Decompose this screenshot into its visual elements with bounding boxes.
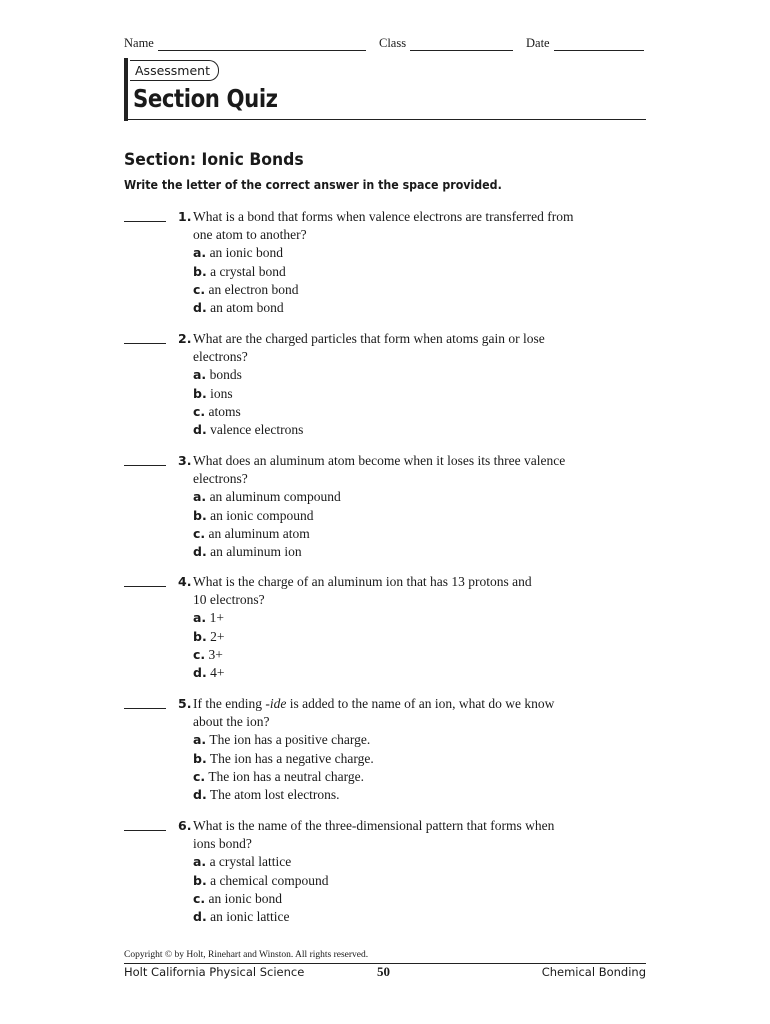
name-blank[interactable]	[158, 37, 366, 51]
option-letter: c.	[193, 525, 206, 541]
option-text: valence electrons	[210, 421, 304, 437]
section-title: Section: Ionic Bonds	[124, 150, 304, 170]
title-accent-bar	[124, 58, 128, 121]
question-text-italic: -ide	[265, 696, 287, 711]
option-letter: d.	[193, 543, 207, 559]
question-text	[193, 452, 648, 488]
option-d	[193, 299, 299, 317]
question-text-segment: If the ending	[193, 696, 266, 711]
option-d	[193, 908, 329, 926]
option-text: an ionic compound	[210, 507, 314, 523]
assessment-tab: Assessment	[130, 60, 219, 81]
option-d	[193, 421, 303, 439]
question-text-segment: is added to the name of an ion, what do we know	[286, 696, 555, 711]
question-number: 4.	[178, 574, 192, 589]
option-text: an aluminum compound	[209, 489, 341, 505]
question-text	[193, 573, 648, 609]
instructions: Write the letter of the correct answer in the space provided.	[124, 178, 502, 192]
question-text-line: ions bond?	[193, 836, 252, 852]
option-text: The ion has a negative charge.	[209, 750, 374, 766]
option-letter: a.	[193, 489, 207, 505]
option-text: ions	[210, 385, 233, 401]
answer-options	[193, 853, 329, 926]
option-letter: c.	[193, 890, 206, 906]
option-letter: d.	[193, 786, 207, 802]
option-a	[193, 244, 299, 262]
question-text-line: about the ion?	[193, 714, 270, 730]
option-text: 3+	[208, 646, 223, 662]
date-label: Date	[526, 36, 550, 50]
answer-options	[193, 488, 341, 561]
question-text	[193, 330, 648, 366]
option-text: an aluminum ion	[210, 543, 302, 559]
option-letter: d.	[193, 299, 207, 315]
answer-blank[interactable]	[124, 830, 166, 831]
option-text: 1+	[209, 610, 224, 626]
copyright-notice: Copyright © by Holt, Rinehart and Winston. All rights reserved.	[124, 950, 369, 960]
book-title: Holt California Physical Science	[124, 965, 305, 979]
option-letter: a.	[193, 854, 207, 870]
option-b	[193, 507, 341, 525]
date-field[interactable]	[526, 36, 644, 51]
option-d	[193, 786, 374, 804]
option-letter: b.	[193, 507, 207, 523]
option-text: a crystal bond	[210, 263, 286, 279]
option-d	[193, 664, 224, 682]
option-letter: d.	[193, 664, 207, 680]
option-letter: b.	[193, 263, 207, 279]
option-letter: a.	[193, 367, 207, 383]
option-c	[193, 525, 341, 543]
answer-options	[193, 366, 303, 439]
option-letter: c.	[193, 281, 206, 297]
option-text: an ionic bond	[209, 245, 284, 261]
option-c	[193, 281, 299, 299]
question-number: 6.	[178, 818, 192, 833]
option-letter: b.	[193, 750, 207, 766]
answer-options	[193, 731, 374, 804]
question-number: 2.	[178, 331, 192, 346]
answer-options	[193, 244, 299, 317]
option-c	[193, 403, 303, 421]
option-text: an ionic lattice	[210, 908, 290, 924]
question-text-line: What is a bond that forms when valence electrons are transferred from	[193, 209, 574, 224]
answer-blank[interactable]	[124, 343, 166, 344]
answer-options	[193, 609, 224, 682]
page-footer	[124, 965, 646, 981]
option-letter: b.	[193, 385, 207, 401]
answer-blank[interactable]	[124, 465, 166, 466]
option-text: an aluminum atom	[208, 525, 310, 541]
option-text: an ionic bond	[208, 890, 283, 906]
option-text: a chemical compound	[210, 872, 329, 888]
question-text	[193, 695, 648, 731]
option-b	[193, 385, 303, 403]
option-text: bonds	[209, 367, 242, 383]
title-divider	[124, 119, 646, 120]
option-letter: b.	[193, 872, 207, 888]
question-text-line: What are the charged particles that form when atoms gain or lose	[193, 331, 545, 346]
answer-blank[interactable]	[124, 708, 166, 709]
answer-blank[interactable]	[124, 586, 166, 587]
date-blank[interactable]	[554, 37, 644, 51]
option-letter: c.	[193, 403, 206, 419]
chapter-title: Chemical Bonding	[541, 965, 646, 979]
option-d	[193, 543, 341, 561]
answer-blank[interactable]	[124, 221, 166, 222]
option-a	[193, 731, 374, 749]
question-text-line	[193, 695, 648, 713]
option-text: atoms	[208, 403, 241, 419]
option-letter: d.	[193, 421, 207, 437]
question-text-line: 10 electrons?	[193, 592, 265, 608]
option-c	[193, 646, 224, 664]
option-b	[193, 263, 299, 281]
option-letter: a.	[193, 610, 207, 626]
option-text: an electron bond	[208, 281, 299, 297]
question-text-line: one atom to another?	[193, 227, 307, 243]
option-letter: c.	[193, 768, 206, 784]
option-b	[193, 628, 224, 646]
name-label: Name	[124, 36, 154, 50]
option-letter: c.	[193, 646, 206, 662]
class-label: Class	[379, 36, 407, 50]
option-a	[193, 488, 341, 506]
page-number: 50	[377, 964, 390, 979]
name-field[interactable]	[124, 36, 366, 51]
option-a	[193, 609, 224, 627]
option-b	[193, 750, 374, 768]
question-text-line: What does an aluminum atom become when it loses its three valence	[193, 453, 566, 468]
class-blank[interactable]	[410, 37, 513, 51]
question-text-line: electrons?	[193, 349, 248, 365]
option-text: 2+	[210, 628, 225, 644]
question-text	[193, 817, 648, 853]
option-text: an atom bond	[210, 299, 284, 315]
question-text	[193, 208, 648, 244]
option-text: 4+	[210, 664, 225, 680]
option-text: The atom lost electrons.	[209, 786, 340, 802]
option-text: a crystal lattice	[209, 854, 292, 870]
option-b	[193, 872, 329, 890]
option-letter: b.	[193, 628, 207, 644]
option-letter: a.	[193, 732, 207, 748]
option-a	[193, 853, 329, 871]
option-letter: a.	[193, 245, 207, 261]
question-text-line: electrons?	[193, 471, 248, 487]
question-text-line: What is the charge of an aluminum ion that has 13 protons and	[193, 574, 532, 589]
option-text: The ion has a positive charge.	[209, 732, 371, 748]
class-field[interactable]	[379, 36, 513, 51]
option-a	[193, 366, 303, 384]
option-c	[193, 890, 329, 908]
question-number: 3.	[178, 453, 192, 468]
question-text-line: What is the name of the three-dimensional pattern that forms when	[193, 818, 555, 833]
option-c	[193, 768, 374, 786]
question-number: 1.	[178, 209, 192, 224]
option-text: The ion has a neutral charge.	[208, 768, 364, 784]
question-number: 5.	[178, 696, 192, 711]
student-info-header	[124, 36, 646, 54]
page-title: Section Quiz	[133, 84, 278, 113]
option-letter: d.	[193, 908, 207, 924]
